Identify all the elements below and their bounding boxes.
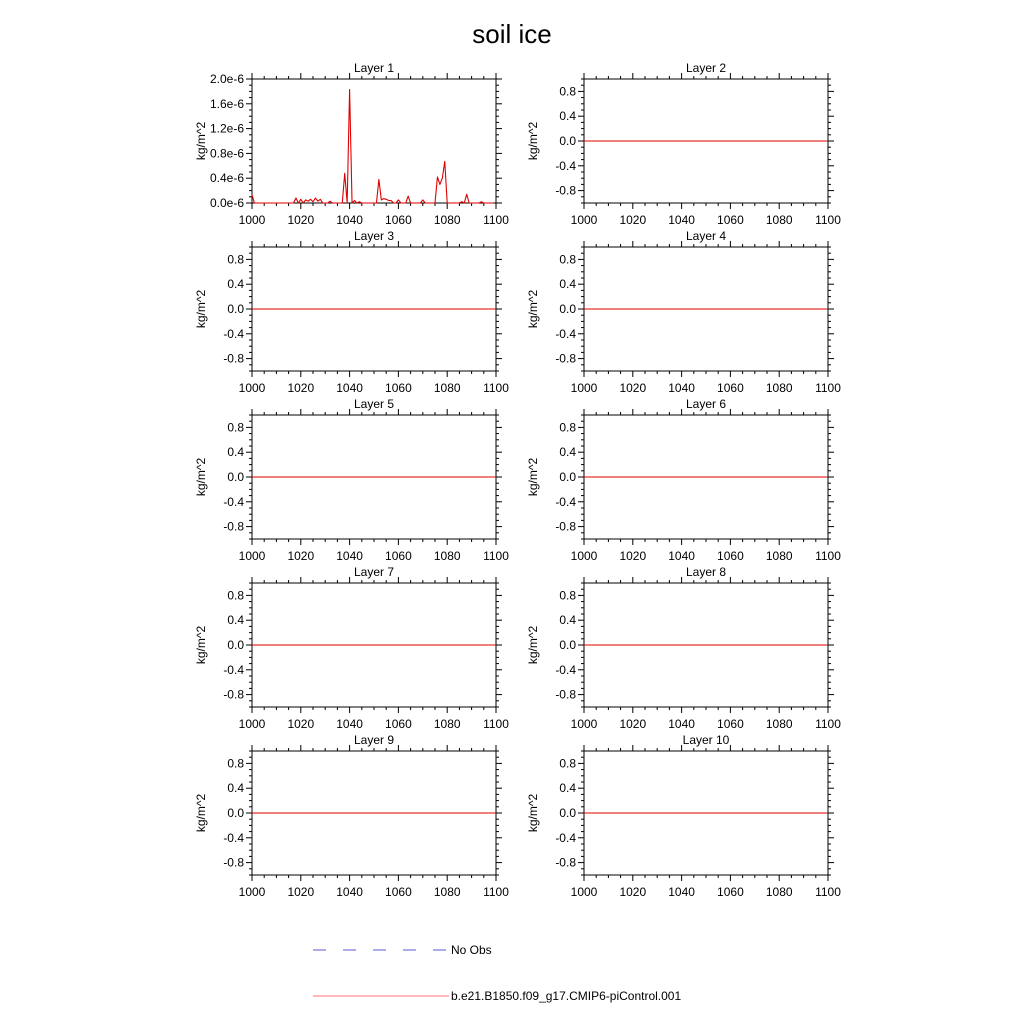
x-tick-label: 1100 <box>483 717 509 731</box>
y-tick-label: 0.8 <box>559 756 576 771</box>
x-tick-label: 1080 <box>765 381 793 395</box>
y-tick-label: -0.4 <box>555 662 576 677</box>
legend-entry <box>313 943 492 957</box>
x-tick-label: 1060 <box>385 549 412 563</box>
y-tick-label: -0.8 <box>555 351 576 366</box>
y-tick-label: 0.8 <box>559 420 576 435</box>
x-tick-label: 1040 <box>336 549 363 563</box>
x-tick-label: 1000 <box>238 213 266 227</box>
y-axis-label: kg/m^2 <box>526 793 540 833</box>
x-tick-label: 1060 <box>385 381 412 395</box>
x-tick-label: 1040 <box>668 549 695 563</box>
x-tick-label: 1060 <box>717 549 744 563</box>
y-axis-label: kg/m^2 <box>526 121 540 161</box>
y-tick-label: 0.4 <box>559 781 576 796</box>
y-tick-label: 0.8 <box>559 588 576 603</box>
panel-4 <box>526 229 841 395</box>
x-tick-label: 1020 <box>619 549 647 563</box>
y-tick-label: -0.8 <box>223 351 244 366</box>
x-tick-label: 1000 <box>570 381 598 395</box>
panel-title: Layer 7 <box>353 565 395 579</box>
x-tick-label: 1060 <box>385 885 412 899</box>
y-tick-label: 0.0 <box>227 806 244 820</box>
legend-label: No Obs <box>451 943 492 957</box>
x-tick-label: 1080 <box>765 213 793 227</box>
x-tick-label: 1080 <box>765 549 793 563</box>
x-tick-label: 1000 <box>570 213 598 227</box>
panel-title: Layer 3 <box>353 229 395 243</box>
y-axis-label: kg/m^2 <box>526 457 540 497</box>
y-tick-label: 0.0 <box>227 470 244 484</box>
y-tick-label: -0.4 <box>555 830 576 845</box>
x-tick-label: 1100 <box>815 213 841 227</box>
x-tick-label: 1060 <box>717 885 744 899</box>
panel-title: Layer 9 <box>353 733 395 747</box>
y-axis-label: kg/m^2 <box>194 289 208 329</box>
y-tick-label: -0.8 <box>555 183 576 198</box>
panel-5 <box>194 397 509 563</box>
x-tick-label: 1080 <box>433 549 461 563</box>
x-tick-label: 1100 <box>483 213 509 227</box>
y-tick-label: 0.0 <box>559 470 576 484</box>
y-tick-label: 0.8 <box>227 756 244 771</box>
x-tick-label: 1020 <box>619 213 647 227</box>
x-tick-label: 1020 <box>287 549 315 563</box>
y-tick-label: 0.0e-6 <box>209 196 244 210</box>
panel-2 <box>526 61 841 227</box>
x-tick-label: 1060 <box>717 717 744 731</box>
y-tick-label: 0.0 <box>559 134 576 148</box>
panel-1 <box>194 61 509 227</box>
y-tick-label: -0.8 <box>555 519 576 534</box>
panel-7 <box>194 565 509 731</box>
y-tick-label: -0.4 <box>223 662 244 677</box>
panel-9 <box>194 733 509 899</box>
figure-title: soil ice <box>472 19 552 49</box>
x-tick-label: 1080 <box>433 381 461 395</box>
panel-title: Layer 2 <box>685 61 727 75</box>
legend-label: b.e21.B1850.f09_g17.CMIP6-piControl.001 <box>451 989 682 1003</box>
y-tick-label: 0.8 <box>559 84 576 99</box>
y-tick-label: -0.8 <box>555 855 576 870</box>
x-tick-label: 1040 <box>668 717 695 731</box>
y-tick-label: -0.8 <box>223 519 244 534</box>
x-tick-label: 1040 <box>668 885 695 899</box>
y-tick-label: 0.0 <box>559 806 576 820</box>
y-tick-label: 0.4e-6 <box>209 171 244 186</box>
x-tick-label: 1080 <box>765 717 793 731</box>
x-tick-label: 1020 <box>619 381 647 395</box>
x-tick-label: 1020 <box>287 885 315 899</box>
y-tick-label: 0.8 <box>227 420 244 435</box>
x-tick-label: 1060 <box>717 213 744 227</box>
panel-title: Layer 1 <box>353 61 395 75</box>
y-tick-label: 0.4 <box>559 277 576 292</box>
y-tick-label: 0.0 <box>227 302 244 316</box>
legend <box>313 943 681 1003</box>
x-tick-label: 1040 <box>668 381 695 395</box>
x-tick-label: 1000 <box>238 381 266 395</box>
panel-title: Layer 5 <box>353 397 395 411</box>
y-tick-label: 0.4 <box>227 277 244 292</box>
y-tick-label: -0.8 <box>223 855 244 870</box>
legend-entry <box>313 989 681 1003</box>
x-tick-label: 1080 <box>765 885 793 899</box>
panel-title: Layer 6 <box>685 397 727 411</box>
x-tick-label: 1040 <box>336 213 363 227</box>
x-tick-label: 1100 <box>815 717 841 731</box>
y-tick-label: 0.4 <box>559 613 576 628</box>
x-tick-label: 1060 <box>385 213 412 227</box>
y-tick-label: 0.8 <box>559 252 576 267</box>
y-axis-label: kg/m^2 <box>526 289 540 329</box>
x-tick-label: 1060 <box>385 717 412 731</box>
x-tick-label: 1040 <box>336 381 363 395</box>
x-tick-label: 1100 <box>815 549 841 563</box>
y-tick-label: 0.8 <box>227 252 244 267</box>
panel-8 <box>526 565 841 731</box>
series-line <box>252 90 494 203</box>
plot-frame <box>252 79 496 203</box>
x-tick-label: 1100 <box>483 549 509 563</box>
panel-title: Layer 8 <box>685 565 727 579</box>
y-axis-label: kg/m^2 <box>194 121 208 161</box>
y-tick-label: 0.4 <box>559 445 576 460</box>
y-tick-label: 0.8 <box>227 588 244 603</box>
y-tick-label: -0.8 <box>555 687 576 702</box>
y-tick-label: 0.8e-6 <box>209 146 244 161</box>
y-tick-label: -0.4 <box>223 494 244 509</box>
y-tick-label: 1.2e-6 <box>209 121 244 136</box>
panel-title: Layer 10 <box>682 733 730 747</box>
x-tick-label: 1020 <box>619 885 647 899</box>
y-tick-label: -0.4 <box>555 158 576 173</box>
y-tick-label: -0.8 <box>223 687 244 702</box>
x-tick-label: 1000 <box>570 885 598 899</box>
panel-3 <box>194 229 509 395</box>
y-tick-label: -0.4 <box>555 326 576 341</box>
y-tick-label: 2.0e-6 <box>209 72 244 86</box>
x-tick-label: 1060 <box>717 381 744 395</box>
panels-group <box>194 61 841 899</box>
panel-6 <box>526 397 841 563</box>
x-tick-label: 1100 <box>815 381 841 395</box>
y-axis-label: kg/m^2 <box>194 457 208 497</box>
x-tick-label: 1040 <box>336 885 363 899</box>
x-tick-label: 1080 <box>433 717 461 731</box>
x-tick-label: 1020 <box>287 213 315 227</box>
y-axis-label: kg/m^2 <box>526 625 540 665</box>
x-tick-label: 1100 <box>815 885 841 899</box>
x-tick-label: 1020 <box>619 717 647 731</box>
x-tick-label: 1080 <box>433 885 461 899</box>
x-tick-label: 1020 <box>287 381 315 395</box>
y-tick-label: 0.0 <box>559 302 576 316</box>
y-axis-label: kg/m^2 <box>194 625 208 665</box>
y-axis-label: kg/m^2 <box>194 793 208 833</box>
y-tick-label: 0.0 <box>227 638 244 652</box>
x-tick-label: 1000 <box>238 717 266 731</box>
y-tick-label: -0.4 <box>223 326 244 341</box>
y-tick-label: 1.6e-6 <box>209 96 244 111</box>
y-tick-label: -0.4 <box>555 494 576 509</box>
panel-10 <box>526 733 841 899</box>
y-tick-label: 0.0 <box>559 638 576 652</box>
x-tick-label: 1100 <box>483 885 509 899</box>
y-tick-label: 0.4 <box>559 109 576 124</box>
x-tick-label: 1040 <box>668 213 695 227</box>
x-tick-label: 1000 <box>570 549 598 563</box>
x-tick-label: 1000 <box>238 885 266 899</box>
y-tick-label: 0.4 <box>227 781 244 796</box>
x-tick-label: 1080 <box>433 213 461 227</box>
x-tick-label: 1000 <box>570 717 598 731</box>
x-tick-label: 1000 <box>238 549 266 563</box>
x-tick-label: 1040 <box>336 717 363 731</box>
y-tick-label: 0.4 <box>227 445 244 460</box>
y-tick-label: -0.4 <box>223 830 244 845</box>
panel-title: Layer 4 <box>685 229 727 243</box>
x-tick-label: 1020 <box>287 717 315 731</box>
y-tick-label: 0.4 <box>227 613 244 628</box>
x-tick-label: 1100 <box>483 381 509 395</box>
